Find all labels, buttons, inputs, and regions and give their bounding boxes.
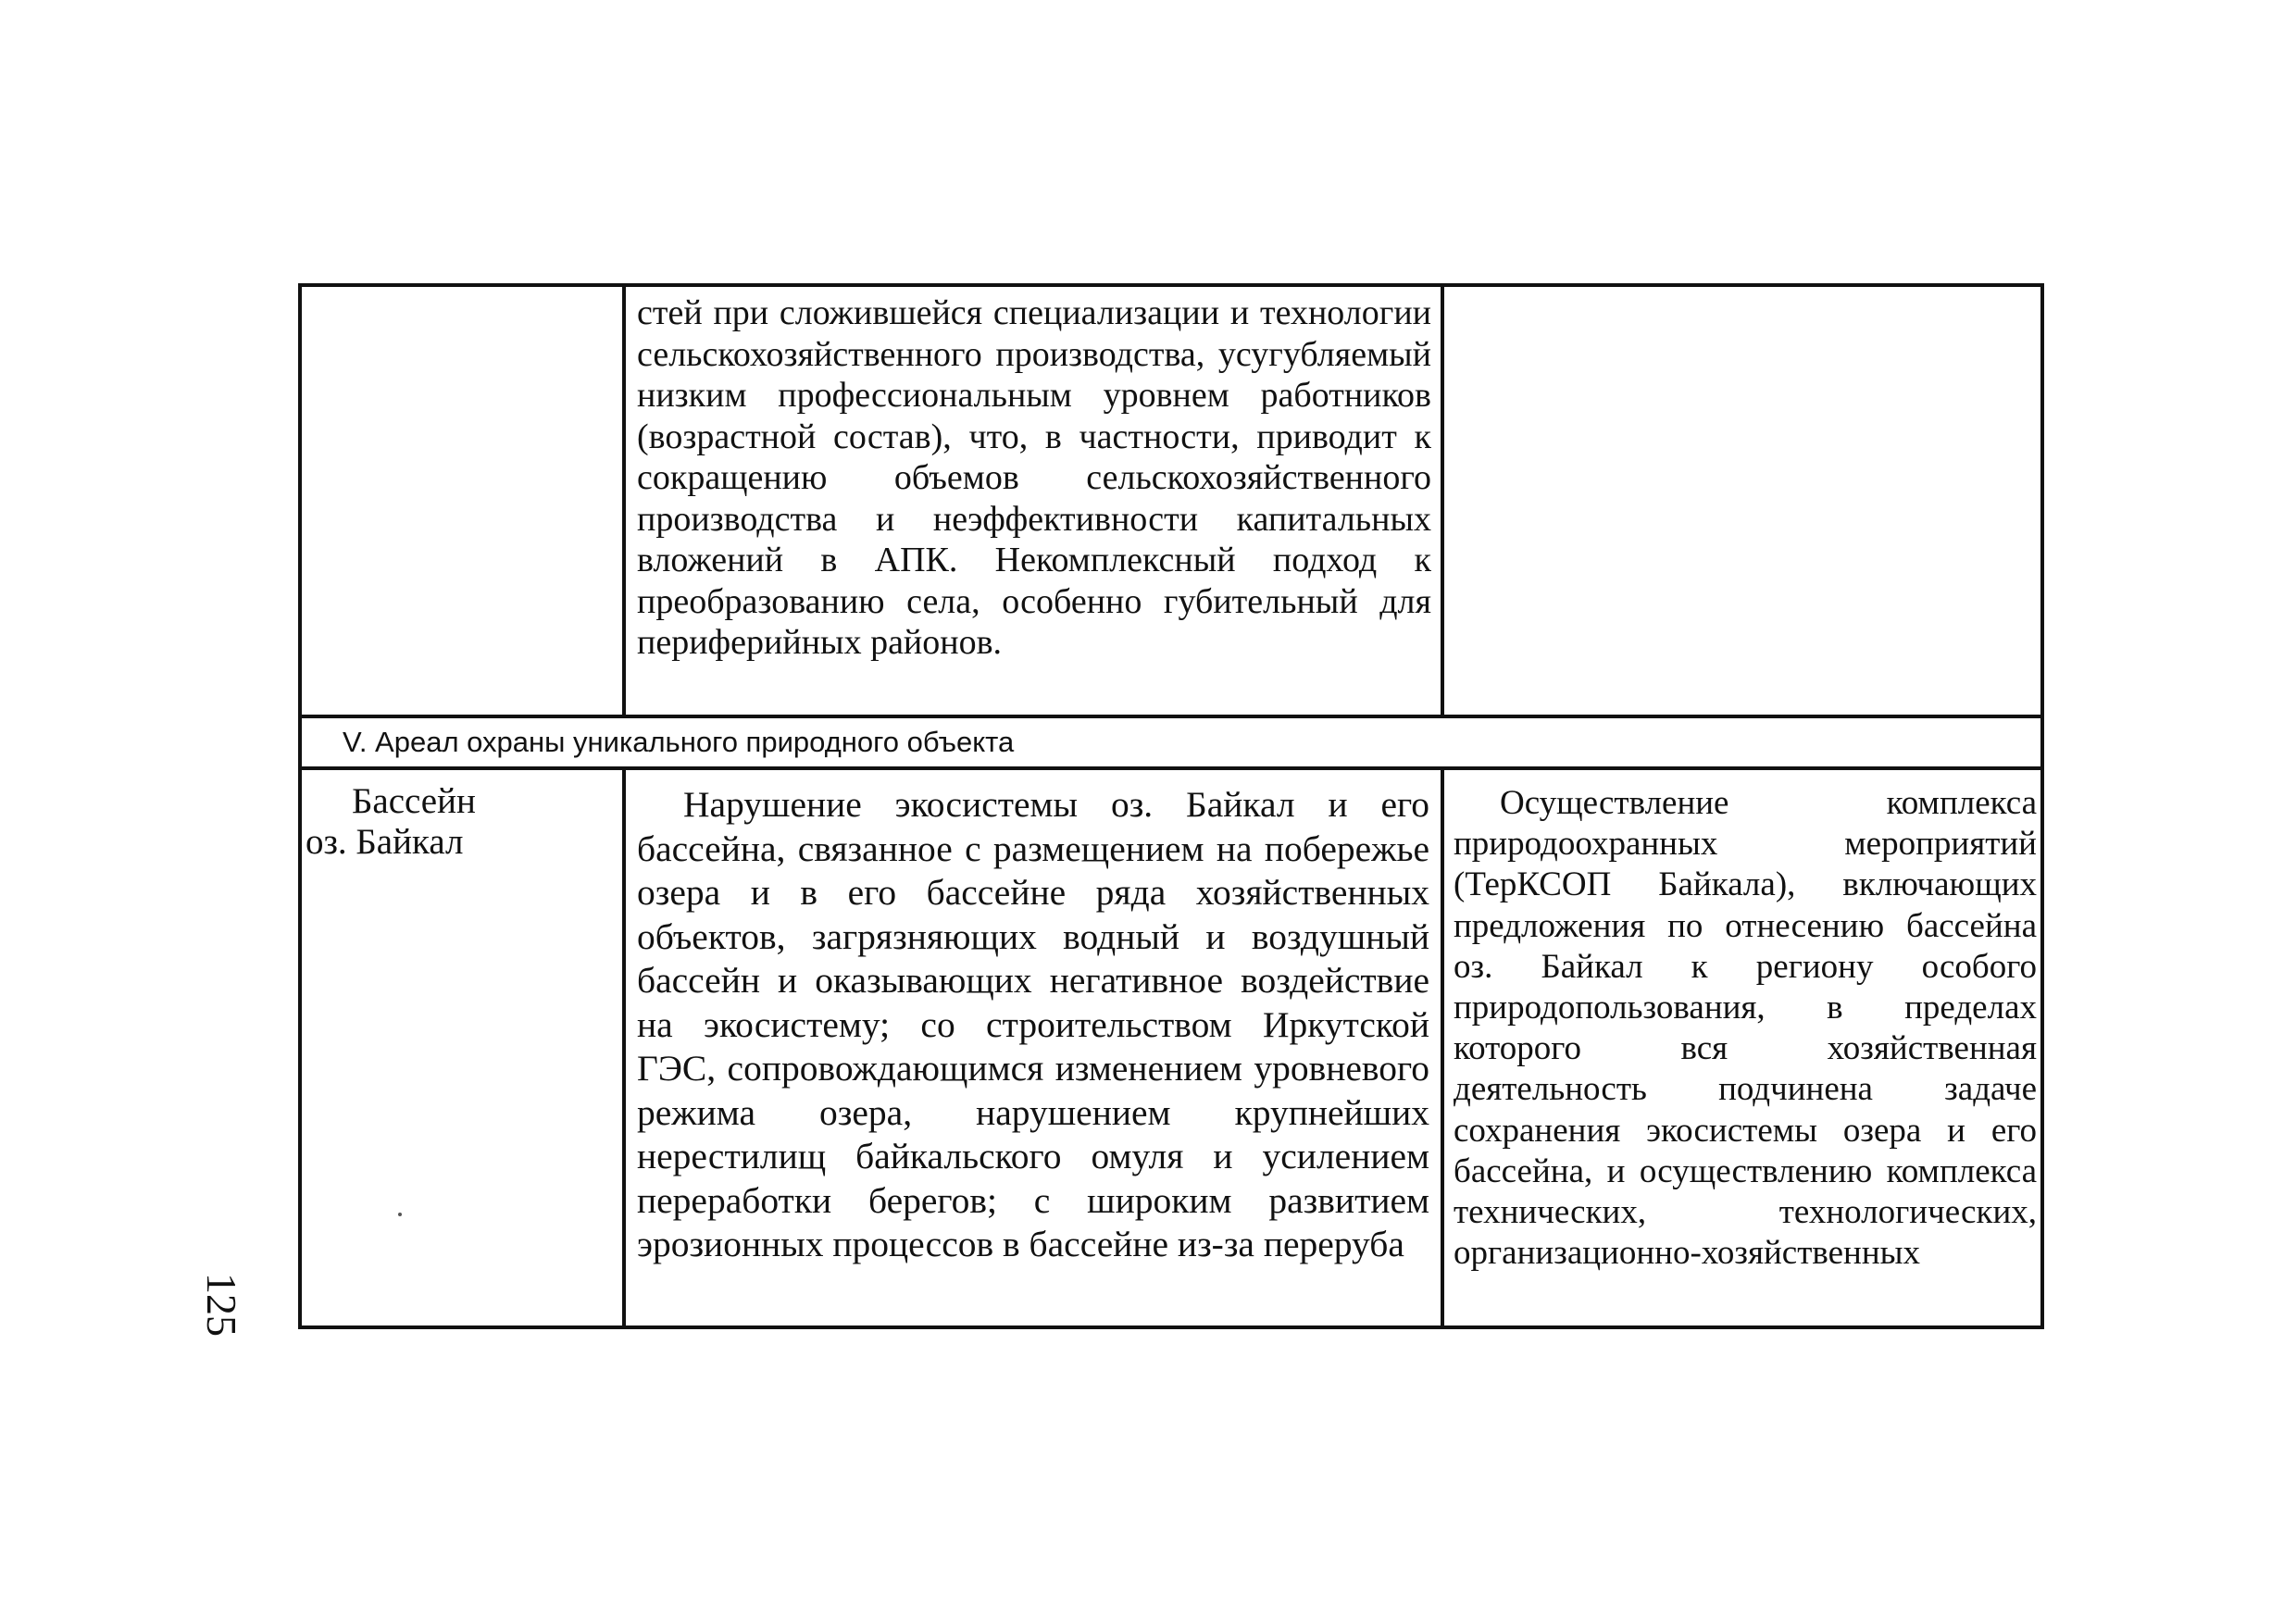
- problem-text-baikal: Нарушение экосистемы оз. Байкал и его бассейна, связанное с размещением на побережье озера и в его бассейне ряда хозяйственных объектов, загрязняющих водный и воздушный бассейн и оказывающих негативное воздействие на экосистему; со строительством Иркутской ГЭС, сопровождающимся изменением уровневого режима озера, нарушением крупнейших нерестилищ байкальского омуля и усилением переработки берегов; с широким развитием эрозионных процессов в бассейне из-за переруба: [637, 784, 1429, 1264]
- region-cell-text: [302, 287, 622, 302]
- region-cell: [300, 768, 624, 1327]
- section-heading: V. Ареал охраны уникального природного объекта: [343, 726, 1015, 758]
- region-name: [302, 770, 622, 863]
- section-heading-cell: [300, 716, 2042, 768]
- problem-cell: [624, 285, 1442, 716]
- measures-table: [298, 283, 2044, 1329]
- problem-text-continuation: стей при сложившейся специализации и технологии сельскохозяйственного производства, усугубляемый низким профессиональным уровнем работников (возрастной состав), что, в частности, приводит к сокращению объемов сельскохозяйственного производства и неэффективности капитальных вложений в АПК. Некомплексный подход к преобразованию села, особенно губительный для периферийных районов.: [637, 293, 1431, 662]
- measures-text-baikal: Осуществление комплекса природоохранных мероприятий (ТерКСОП Байкала), включающих предложения по отнесению бассейна оз. Байкал к региону особого природопользования, в пределах которого вся хозяйственная деятельность подчинена задаче сохранения экосистемы озера и его бассейна, и осуществлению комплекса технических, технологических, организационно-хозяйственных: [1454, 784, 2037, 1273]
- table-row-section: [300, 716, 2042, 768]
- region-name-line1: Бассейн: [352, 781, 476, 821]
- problem-cell-baikal: [624, 768, 1442, 1327]
- measures-cell-baikal: [1442, 768, 2042, 1327]
- table-row-continuation: [300, 285, 2042, 716]
- stray-mark: [398, 1213, 402, 1216]
- table-row-baikal: [300, 768, 2042, 1327]
- region-cell-empty: [300, 285, 624, 716]
- measures-cell-text: [1444, 287, 2040, 302]
- page-number: 125: [198, 1273, 245, 1337]
- region-name-line2: оз. Байкал: [306, 822, 464, 862]
- measures-cell-empty: [1442, 285, 2042, 716]
